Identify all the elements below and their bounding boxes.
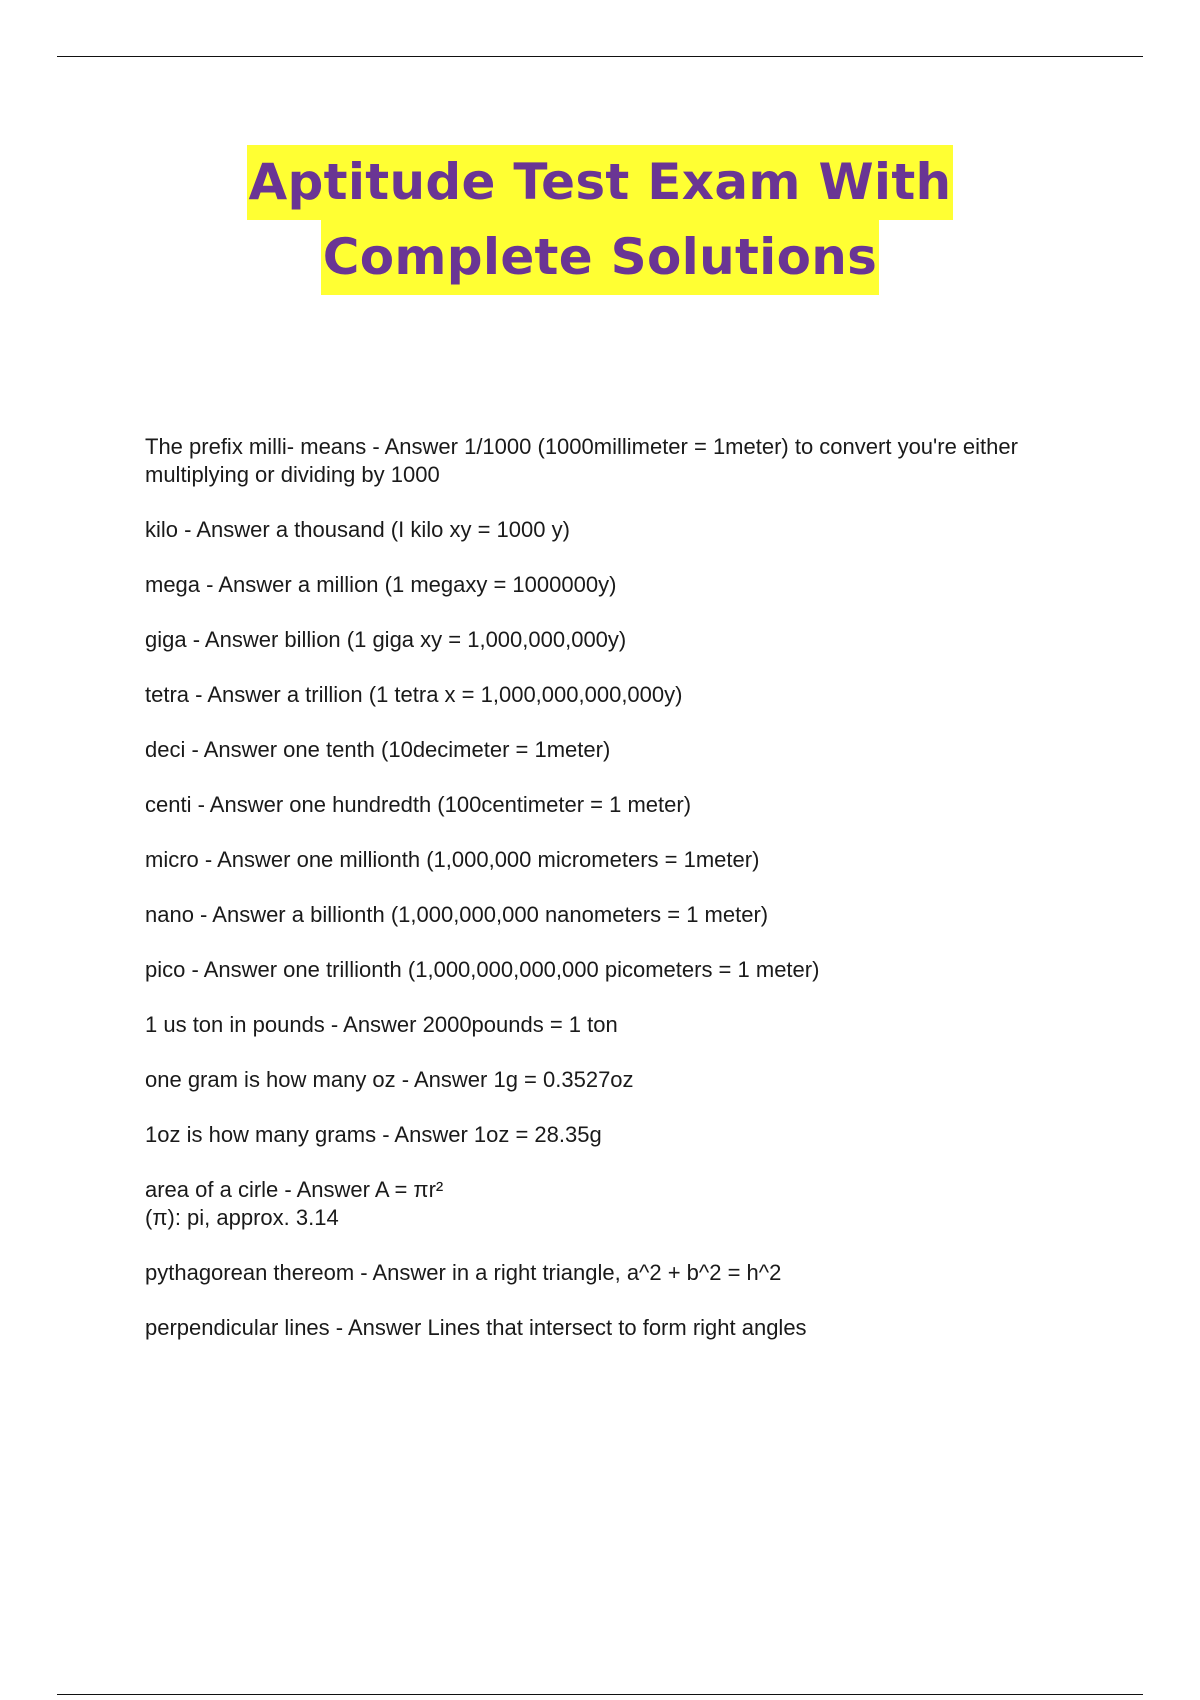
qa-list	[145, 433, 1075, 1369]
qa-text: centi - Answer one hundredth (100centimeter = 1 meter)	[145, 792, 692, 817]
title-line-1: Aptitude Test Exam With	[247, 145, 954, 220]
qa-text: micro - Answer one millionth (1,000,000 micrometers = 1meter)	[145, 847, 760, 872]
qa-text: 1 us ton in pounds - Answer 2000pounds = 1 ton	[145, 1012, 618, 1037]
qa-item	[145, 1259, 1075, 1287]
qa-item	[145, 1176, 1075, 1232]
qa-item	[145, 791, 1075, 819]
qa-item	[145, 516, 1075, 544]
qa-text: giga - Answer billion (1 giga xy = 1,000,000,000y)	[145, 627, 627, 652]
qa-text: mega - Answer a million (1 megaxy = 1000000y)	[145, 572, 617, 597]
top-rule	[57, 56, 1143, 57]
qa-item	[145, 1011, 1075, 1039]
qa-item	[145, 571, 1075, 599]
qa-item	[145, 1121, 1075, 1149]
qa-text: pico - Answer one trillionth (1,000,000,000,000 picometers = 1 meter)	[145, 957, 820, 982]
qa-item	[145, 681, 1075, 709]
qa-item	[145, 846, 1075, 874]
qa-text: one gram is how many oz - Answer 1g = 0.3527oz	[145, 1067, 634, 1092]
qa-text: nano - Answer a billionth (1,000,000,000 nanometers = 1 meter)	[145, 902, 769, 927]
qa-text: deci - Answer one tenth (10decimeter = 1meter)	[145, 737, 611, 762]
qa-text: tetra - Answer a trillion (1 tetra x = 1,000,000,000,000y)	[145, 682, 683, 707]
document-title	[0, 145, 1200, 295]
qa-text: area of a cirle - Answer A = πr²	[145, 1177, 444, 1202]
qa-item	[145, 901, 1075, 929]
qa-item	[145, 956, 1075, 984]
qa-text: perpendicular lines - Answer Lines that intersect to form right angles	[145, 1315, 807, 1340]
qa-item	[145, 626, 1075, 654]
qa-text: 1oz is how many grams - Answer 1oz = 28.35g	[145, 1122, 602, 1147]
qa-item	[145, 433, 1075, 489]
bottom-rule	[57, 1694, 1143, 1695]
qa-subtext: (π): pi, approx. 3.14	[145, 1205, 339, 1230]
qa-text: kilo - Answer a thousand (I kilo xy = 1000 y)	[145, 517, 570, 542]
qa-text: pythagorean thereom - Answer in a right triangle, a^2 + b^2 = h^2	[145, 1260, 782, 1285]
qa-item	[145, 1314, 1075, 1342]
qa-item	[145, 736, 1075, 764]
qa-item	[145, 1066, 1075, 1094]
qa-text: The prefix milli- means - Answer 1/1000 (1000millimeter = 1meter) to convert you're either multiplying or dividing by 1000	[145, 434, 1018, 487]
title-line-2: Complete Solutions	[321, 220, 879, 295]
